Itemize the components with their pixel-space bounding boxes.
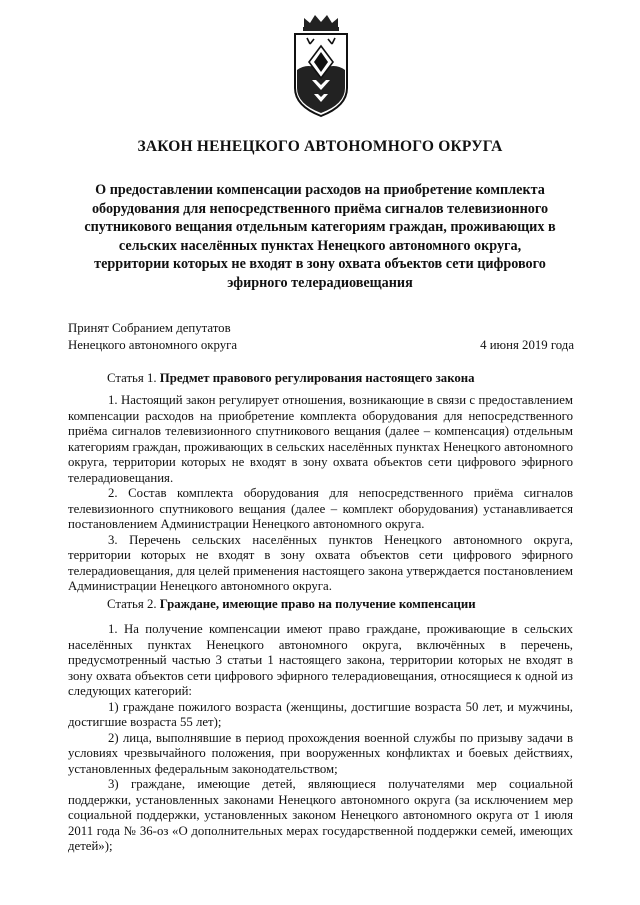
subject-line: О предоставлении компенсации расходов на приобретение комплекта: [95, 182, 545, 198]
subject-line: оборудования для непосредственного приёма сигналов телевизионного: [91, 200, 549, 217]
subject-line: территории которых не входят в зону охвата объектов сети цифрового: [94, 256, 546, 273]
subject-line: спутникового вещания отдельным категориям граждан, проживающих в: [84, 219, 556, 236]
article-title: Граждане, имеющие право на получение компенсации: [159, 597, 476, 611]
article-2-body: [68, 622, 573, 855]
paragraph: 2. Состав комплекта оборудования для непосредственного приёма сигналов телевизионного спутникового вещания (далее – комплект оборудования) устанавливается постановлением Администрации Ненецкого автономного округа.: [68, 486, 573, 531]
paragraph: 3. Перечень сельских населённых пунктов Ненецкого автономного округа, территории которых не входят в зону охвата объектов сети цифрового эфирного телерадиовещания, для целей применения настоящего закона утверждается постановлением Администрации Ненецкого автономного округа.: [68, 532, 573, 593]
list-item: 3) граждане, имеющие детей, являющиеся получателями мер социальной поддержки, установленных законами Ненецкого автономного округа (за исключением мер социальной поддержки, установленных законом Ненецкого автономного округа от 1 июля 2011 года № 36-оз «О дополнительных мерах государственной поддержки семей, имеющих детей»);: [68, 777, 573, 853]
article-1-heading: [107, 370, 475, 387]
adopted-line: Ненецкого автономного округа: [68, 338, 238, 352]
article-number: Статья 2.: [107, 597, 157, 611]
article-title: Предмет правового регулирования настоящего закона: [159, 371, 475, 385]
adoption-authority: [68, 320, 237, 354]
subject-line: эфирного телерадиовещания: [227, 274, 413, 291]
nenets-coat-of-arms-icon: [290, 10, 352, 120]
article-number: Статья 1.: [107, 371, 157, 385]
paragraph: 1. На получение компенсации имеют право граждане, проживающие в сельских населённых пунктах Ненецкого автономного округа, включённых в перечень, предусмотренный частью 3 статьи 1 настоящего закона, территории которых не входят в зону охвата объектов сети цифрового эфирного телерадиовещания, относящиеся к одной из следующих категорий:: [68, 622, 573, 698]
adopted-line: Принят Собранием депутатов: [68, 321, 231, 335]
law-subject: [60, 181, 580, 293]
article-1-body: [68, 393, 573, 595]
adoption-date: 4 июня 2019 года: [480, 338, 574, 352]
subject-line: сельских населённых пунктах Ненецкого автономного округа,: [118, 237, 522, 254]
article-2-heading: [107, 596, 476, 613]
list-item: 1) граждане пожилого возраста (женщины, достигшие возраста 50 лет, и мужчины, достигшие возраста 55 лет);: [68, 699, 573, 729]
law-title: ЗАКОН НЕНЕЦКОГО АВТОНОМНОГО ОКРУГА: [137, 138, 503, 155]
list-item: 2) лица, выполнявшие в период прохождения военной службы по призыву задачи в условиях чрезвычайного положения, при вооруженных конфликтах и боевых действиях, установленных федеральным законодательством;: [68, 730, 573, 776]
paragraph: 1. Настоящий закон регулирует отношения, возникающие в связи с предоставлением компенсации расходов на приобретение комплекта оборудования для непосредственного приёма сигналов телевизионного спутникового вещания (далее – компенсация) отдельным категориям граждан, проживающих в сельских населённых пунктах Ненецкого автономного округа, территории которых не входят в зону охвата объектов сети цифрового эфирного телерадиовещания.: [68, 393, 573, 485]
